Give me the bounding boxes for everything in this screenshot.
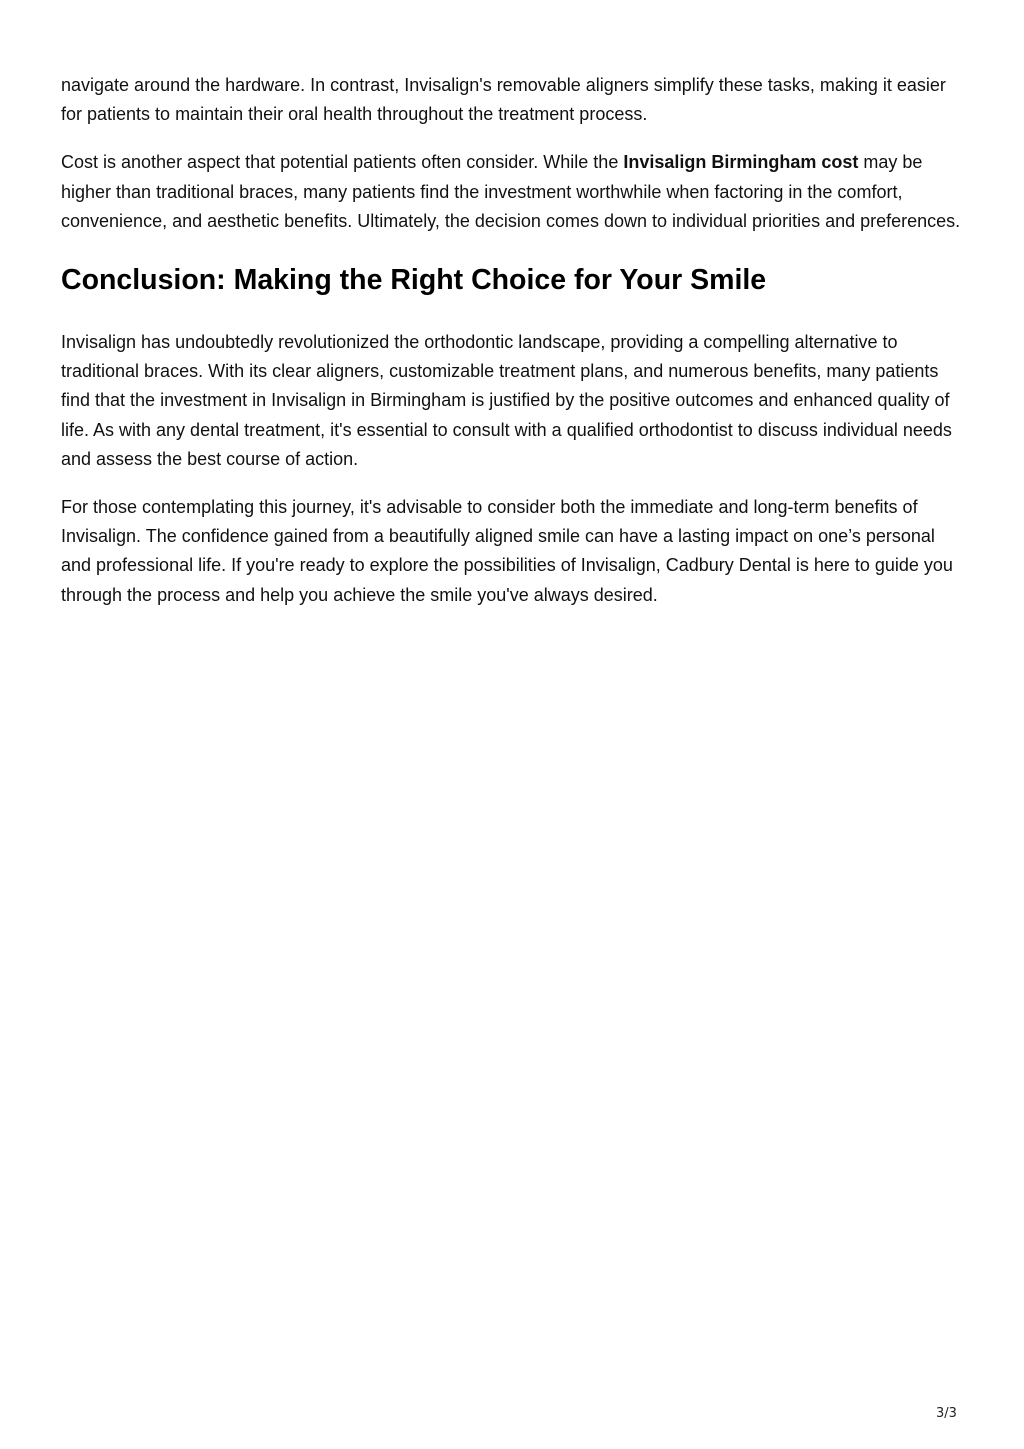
conclusion-heading: Conclusion: Making the Right Choice for Your Smile [61, 264, 767, 297]
keyword-invisalign-birmingham-cost: Invisalign Birmingham cost [623, 152, 859, 173]
page-number: 3/3 [936, 1406, 957, 1421]
paragraph-conclusion-1: Invisalign has undoubtedly revolutionized the orthodontic landscape, providing a compelling alternative to traditional braces. With its clear aligners, customizable treatment plans, and numerous benefits, many patients find that the investment in Invisalign in Birmingham is justified by the positive outcomes and enhanced quality of life. As with any dental treatment, it's essential to consult with a qualified orthodontist to discuss individual needs and assess the best course of action. [61, 332, 952, 469]
paragraph-cost [61, 148, 966, 236]
paragraph-hardware: navigate around the hardware. In contrast, Invisalign's removable aligners simplify these tasks, making it easier for patients to maintain their oral health throughout the treatment process. [61, 75, 946, 125]
paragraph-conclusion-2: For those contemplating this journey, it's advisable to consider both the immediate and long-term benefits of Invisalign. The confidence gained from a beautifully aligned smile can have a lasting impact on one’s personal and professional life. If you're ready to explore the possibilities of Invisalign, Cadbury Dental is here to guide you through the process and help you achieve the smile you've always desired. [61, 497, 953, 605]
paragraph-cost-intro: Cost is another aspect that potential patients often consider. While the [61, 152, 624, 173]
paragraph-cost-rest: may be higher than traditional braces, many patients find the investment worthwhile when factoring in the comfort, convenience, and aesthetic benefits. Ultimately, the decision comes down to individual priorities and preferences. [61, 152, 961, 231]
document-body [61, 71, 966, 629]
